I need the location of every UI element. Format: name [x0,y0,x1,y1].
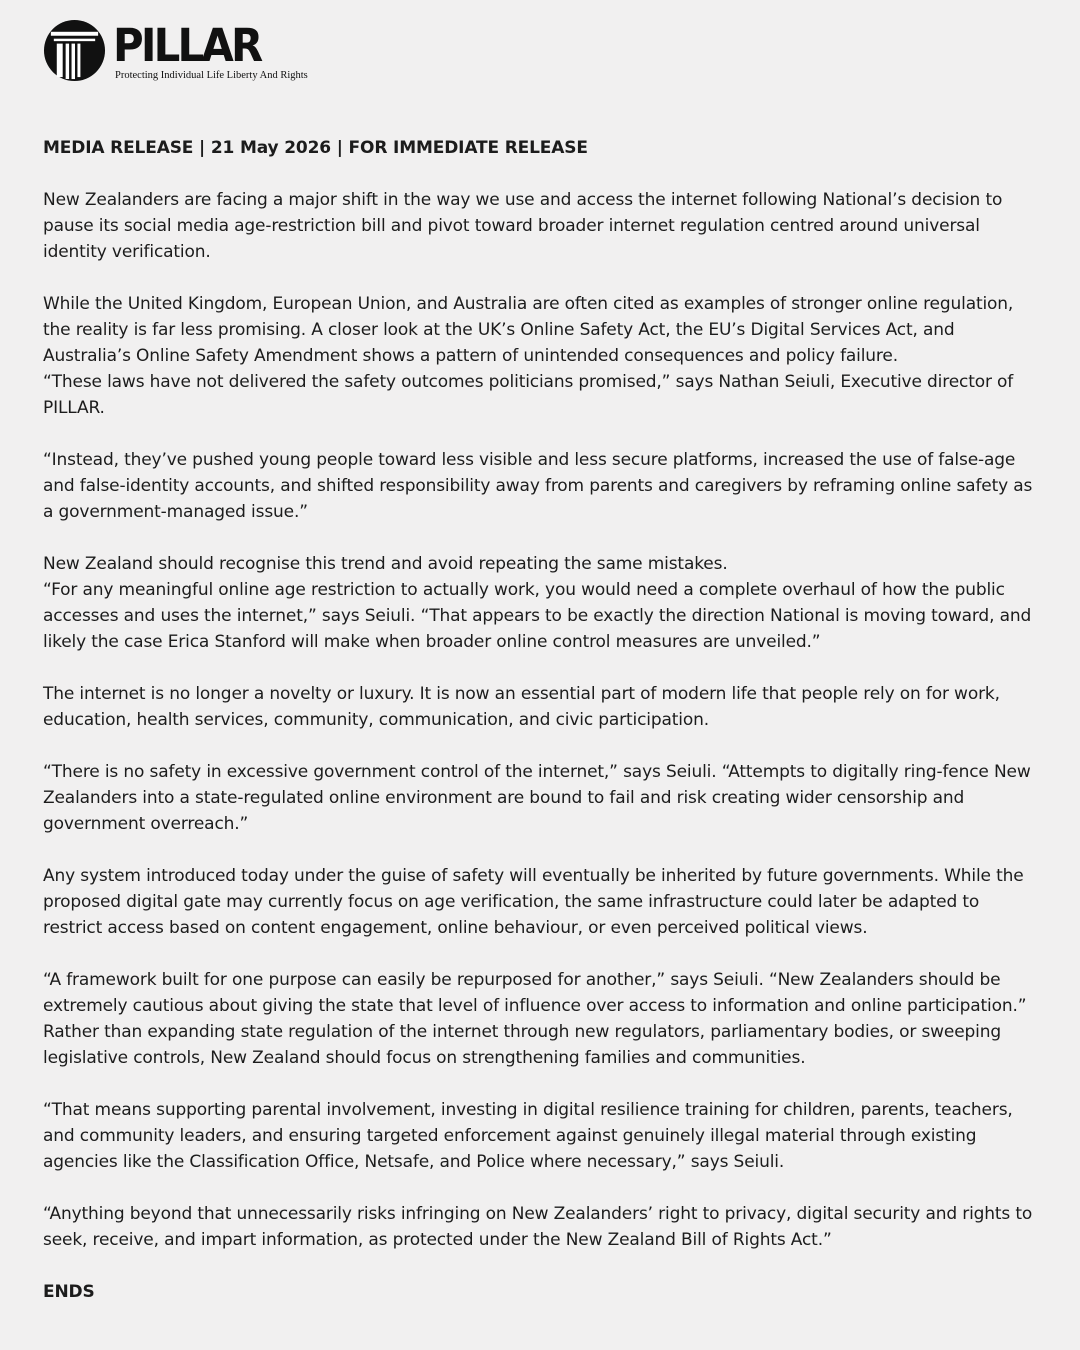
paragraph: Any system introduced today under the guise of safety will eventually be inherited by future governments. While the proposed digital gate may currently focus on age verification, the same infrastructure could later be adapted to restrict access based on content engagement, online behaviour, or even perceived political views. [43,866,1024,938]
paragraph: “A framework built for one purpose can easily be repurposed for another,” says Seiuli. “New Zealanders should be extremely cautious about giving the state that level of influence over access to information and online participation.” [43,970,1027,1016]
paragraph: “There is no safety in excessive government control of the internet,” says Seiuli. “Attempts to digitally ring-fence New Zealanders into a state-regulated online environment are bound to fail and risk creating wider censorship and government overreach.” [43,762,1031,834]
paragraph: “These laws have not delivered the safety outcomes politicians promised,” says Nathan Seiuli, Executive director of PILLAR. [43,372,1014,418]
paragraph: “For any meaningful online age restriction to actually work, you would need a complete overhaul of how the public accesses and uses the internet,” says Seiuli. “That appears to be exactly the direction National is moving toward, and likely the case Erica Stanford will make when broader online control measures are unveiled.” [43,580,1032,652]
paragraph: “Anything beyond that unnecessarily risks infringing on New Zealanders’ right to privacy, digital security and rights to seek, receive, and impart information, as protected under the New Zealand Bill of Rights Act.” [43,1204,1033,1250]
paragraph: “That means supporting parental involvement, investing in digital resilience training for children, parents, teachers, and community leaders, and ensuring targeted enforcement against genuinely illegal material through existing agencies like the Classification Office, Netsafe, and Police where necessary,” says Seiuli. [43,1100,1013,1172]
pillar-column-icon [43,19,106,82]
paragraph: Rather than expanding state regulation of the internet through new regulators, parliamentary bodies, or sweeping legislative controls, New Zealand should focus on strengthening families and communities. [43,1022,1002,1068]
paragraph: “Instead, they’ve pushed young people toward less visible and less secure platforms, increased the use of false-age and false-identity accounts, and shifted responsibility away from parents and caregivers by reframing online safety as a government-managed issue.” [43,450,1033,522]
paragraph: New Zealanders are facing a major shift in the way we use and access the internet following National’s decision to pause its social media age-restriction bill and pivot toward broader internet regulation centred around universal identity verification. [43,190,1003,262]
release-header: MEDIA RELEASE | 21 May 2026 | FOR IMMEDIATE RELEASE [43,138,588,158]
paragraph: While the United Kingdom, European Union, and Australia are often cited as examples of stronger online regulation, the reality is far less promising. A closer look at the UK’s Online Safety Act, the EU’s Digital Services Act, and Australia’s Online Safety Amendment shows a pattern of unintended consequences and policy failure. [43,294,1014,366]
paragraph: New Zealand should recognise this trend and avoid repeating the same mistakes. [43,554,728,574]
paragraph: The internet is no longer a novelty or luxury. It is now an essential part of modern life that people rely on for work, education, health services, community, communication, and civic participation. [43,684,1000,730]
logo-wordmark: PILLAR [113,19,261,72]
logo-tagline: Protecting Individual Life Liberty And Rights [115,70,308,81]
pillar-logo [43,18,343,84]
release-ends: ENDS [43,1282,95,1302]
